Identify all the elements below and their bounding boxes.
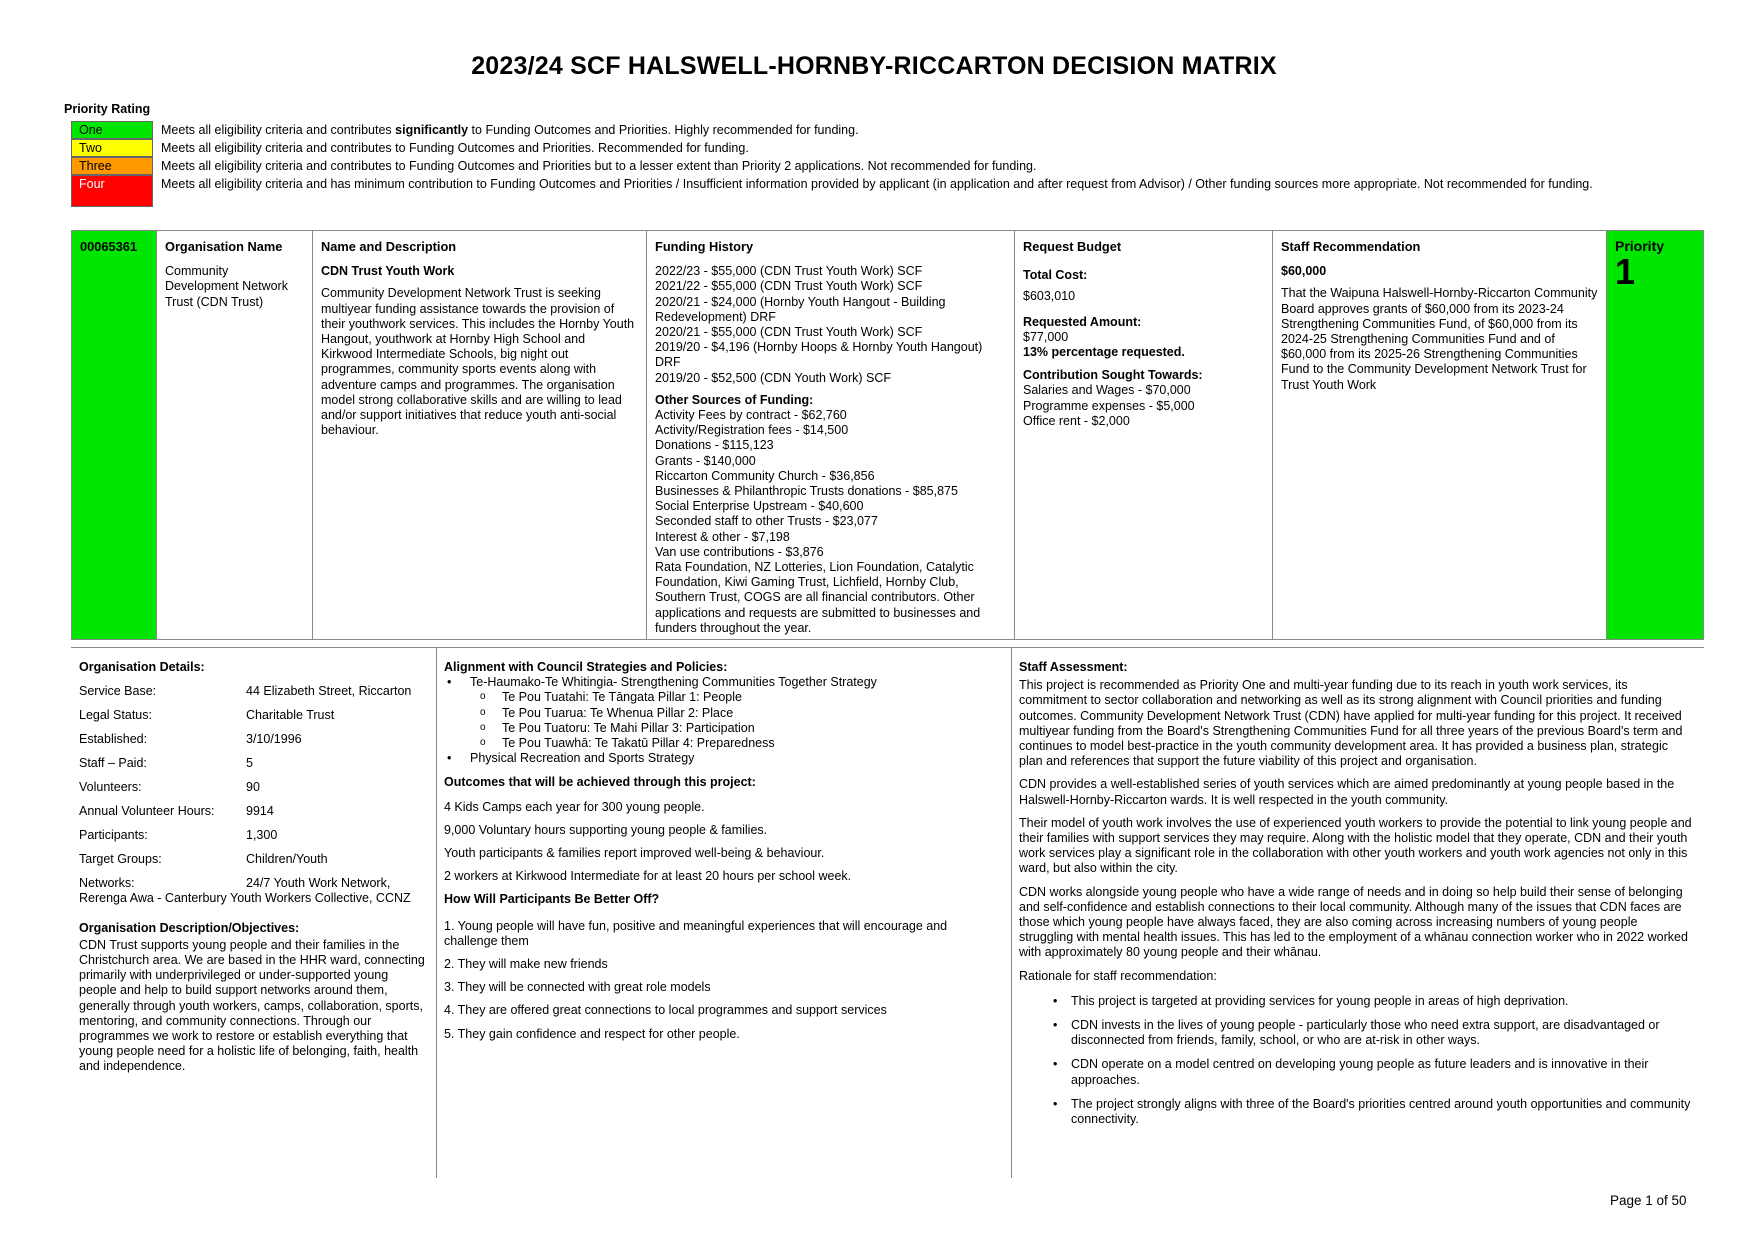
other-funding-item: Activity Fees by contract - $62,760 [655, 408, 847, 423]
organisation-description-heading: Organisation Description/Objectives: [79, 920, 300, 935]
funding-history-item: 2019/20 - $52,500 (CDN Youth Work) SCF [655, 370, 892, 385]
outcome-item: 2 workers at Kirkwood Intermediate for at least 20 hours per school week. [444, 869, 852, 884]
contribution-item: Office rent - $2,000 [1023, 413, 1130, 428]
better-off-item: 5. They gain confidence and respect for other people. [444, 1026, 740, 1041]
detail-row-legal-status: Legal Status: Charitable Trust [79, 708, 335, 723]
legend-row-two [71, 139, 1691, 157]
requested-amount-label: Requested Amount: [1023, 314, 1142, 329]
legend-text-three: Meets all eligibility criteria and contributes to Funding Outcomes and Priorities but to a lesser extent than Priority 2 applications. Not recommended for funding. [161, 159, 1037, 173]
better-off-item: 3. They will be connected with great role models [444, 980, 711, 995]
application-id: 00065361 [80, 239, 137, 254]
other-funding-item: Grants - $140,000 [655, 453, 756, 468]
funding-history-item: 2019/20 - $4,196 (Hornby Hoops & Hornby Youth Hangout) DRF [655, 340, 983, 370]
outcome-item: 9,000 Voluntary hours supporting young people & families. [444, 822, 768, 837]
assessment-paragraph: Their model of youth work involves the use of experienced youth workers to provide the potential to link young people and their families with support services they may require. Along with the holistic model that they operate, CDN and their youth work services play a significant role in the collaboration with other youth workers and youth work agencies not only in this ward, but also within the city. [1019, 815, 1692, 876]
strategy-item: • Physical Recreation and Sports Strategy [444, 751, 1004, 766]
legend-swatch-two: Two [71, 139, 153, 157]
contribution-label: Contribution Sought Towards: [1023, 368, 1203, 383]
funding-history-cell [647, 231, 1015, 639]
legend-text-one: Meets all eligibility criteria and contributes significantly to Funding Outcomes and Priorities. Highly recommended for funding. [161, 123, 859, 137]
decision-matrix-table [71, 230, 1704, 640]
other-funding-header: Other Sources of Funding: [655, 392, 814, 407]
detail-row-networks: Networks: 24/7 Youth Work Network, [79, 876, 391, 891]
legend-row-four [71, 175, 1691, 207]
page-title: 2023/24 SCF HALSWELL-HORNBY-RICCARTON DECISION MATRIX [471, 52, 1277, 80]
recommendation-text: That the Waipuna Halswell-Hornby-Riccarton Community Board approves grants of $60,000 from its 2023-24 Strengthening Communities Fund, of $60,000 from its 2024-25 Strengthening Communities Fund and of $60,000 from its 2025-26 Strengthening Communities Fund to the Community Development Network Trust for Trust Youth Work [1281, 286, 1598, 392]
strategy-list [444, 675, 1004, 766]
better-off-item: 4. They are offered great connections to local programmes and support services [444, 1003, 887, 1018]
priority-legend [71, 121, 1691, 207]
legend-text-two: Meets all eligibility criteria and contributes to Funding Outcomes and Priorities. Recommended for funding. [161, 141, 749, 155]
rationale-item: • This project is targeted at providing services for young people in areas of high deprivation. [1019, 994, 1694, 1009]
pillar-item: o Te Pou Tuarua: Te Whenua Pillar 2: Place [444, 706, 1004, 721]
legend-row-one [71, 121, 1691, 139]
assessment-paragraph: This project is recommended as Priority One and multi-year funding due to its reach in youth work services, its commitment to sector collaboration and networking as well as its strong alignment with Council priorities and funding outcomes. Community Development Network Trust (CDN) have applied for multi-year funding for this project. It received multiyear funding from the Board's Strengthening Communities Fund for all three years of the previous Board's term and continues to model best-practice in the youth community development area. It has provided a business plan, strategic plan and references that support the future viability of this project and organisation. [1019, 678, 1683, 769]
organisation-name: Community Development Network Trust (CDN Trust) [165, 264, 288, 309]
detail-row-volunteer-hours: Annual Volunteer Hours: 9914 [79, 804, 274, 819]
legend-text-four: Meets all eligibility criteria and has minimum contribution to Funding Outcomes and Priorities / Insufficient information provided by applicant (in application and after request from Advisor) / Other funding sources more appropriate. Not recommended for funding. [161, 177, 1593, 191]
rationale-heading: Rationale for staff recommendation: [1019, 968, 1217, 983]
priority-cell [1607, 231, 1703, 639]
staff-recommendation-header: Staff Recommendation [1281, 239, 1421, 254]
recommended-amount: $60,000 [1281, 264, 1327, 279]
project-header: Name and Description [321, 239, 457, 254]
request-budget-cell [1015, 231, 1273, 639]
contribution-item: Salaries and Wages - $70,000 [1023, 383, 1191, 398]
legend-swatch-four: Four [71, 175, 153, 207]
rationale-item: • The project strongly aligns with three of the Board's priorities centred around youth opportunities and community connectivity. [1019, 1097, 1694, 1127]
better-off-item: 2. They will make new friends [444, 957, 608, 972]
networks-continued: Rerenga Awa - Canterbury Youth Workers Collective, CCNZ [79, 891, 411, 906]
other-funding-item: Van use contributions - $3,876 [655, 544, 824, 559]
priority-value: 1 [1615, 251, 1636, 293]
page-number: Page 1 of 50 [1610, 1193, 1687, 1208]
contribution-item: Programme expenses - $5,000 [1023, 398, 1195, 413]
other-funding-item: Businesses & Philanthropic Trusts donations - $85,875 [655, 484, 958, 499]
strategy-item: • Te-Haumako-Te Whitingia- Strengthening Communities Together Strategy [444, 675, 1004, 690]
staff-assessment-section [1019, 660, 1694, 1136]
project-description: Community Development Network Trust is seeking multiyear funding assistance towards the provision of their youthwork services. This includes the Hornby Youth Hangout, youthwork at Hornby High School and Kirkwood Intermediate Schools, big night out programmes, community sports events along with adventure camps and programmes. The organisation model strong collaborative skills and are willing to lead and/or support initiatives that reduce youth anti-social behaviour. [321, 286, 635, 438]
legend-swatch-three: Three [71, 157, 153, 175]
other-funding-item: Donations - $115,123 [655, 438, 774, 453]
pillar-item: o Te Pou Tuatoru: Te Mahi Pillar 3: Participation [444, 721, 1004, 736]
detail-row-established: Established: 3/10/1996 [79, 732, 302, 747]
other-funding-item: Rata Foundation, NZ Lotteries, Lion Foundation, Catalytic Foundation, Kiwi Gaming Trust, Lichfield, Hornby Club, Southern Trust, COGS are all financial contributors. Other applications and requests are submitted to businesses and funders throughout the year. [655, 560, 981, 635]
pillar-item: o Te Pou Tuatahi: Te Tāngata Pillar 1: People [444, 690, 1004, 705]
application-id-cell [72, 231, 157, 639]
other-funding-item: Riccarton Community Church - $36,856 [655, 468, 875, 483]
legend-swatch-one: One [71, 121, 153, 139]
organisation-description: CDN Trust supports young people and their families in the Christchurch area. We are based in the HHR ward, connecting primarily with underprivileged or under-supported young people and help to build support networks around them, generally through youth workers, camps, collaboration, sports, mentoring, and community connections. Through our programmes we work to restore or establish everything that young people need for a holistic life of belonging, faith, health and independence. [79, 937, 425, 1074]
pillar-item: o Te Pou Tuawhā: Te Takatū Pillar 4: Preparedness [444, 736, 1004, 751]
funding-history-item: 2020/21 - $55,000 (CDN Trust Youth Work) SCF [655, 325, 923, 340]
funding-history-header: Funding History [655, 239, 754, 254]
funding-history-item: 2020/21 - $24,000 (Hornby Youth Hangout - Building Redevelopment) DRF [655, 294, 946, 324]
legend-row-three [71, 157, 1691, 175]
detail-row-participants: Participants: 1,300 [79, 828, 278, 843]
organisation-name-header: Organisation Name [165, 239, 283, 254]
assessment-paragraph: CDN works alongside young people who have a wide range of needs and in doing so help build their sense of belonging and self-confidence and establish connections to their local community. Although many of the issues that CDN faces are those which young people have always faced, they are also coming across increasing numbers of young people struggling with mental health issues. This has led to the employment of a whānau connection worker who in 2022 worked with approximately 80 young people and their whānau. [1019, 884, 1688, 960]
staff-assessment-heading: Staff Assessment: [1019, 660, 1128, 674]
alignment-section [444, 660, 1004, 1050]
total-cost-value: $603,010 [1023, 289, 1076, 304]
outcomes-heading: Outcomes that will be achieved through this project: [444, 775, 756, 790]
requested-amount-value: $77,000 [1023, 329, 1069, 344]
organisation-details-heading: Organisation Details: [79, 660, 205, 674]
other-funding-item: Social Enterprise Upstream - $40,600 [655, 499, 864, 514]
alignment-heading: Alignment with Council Strategies and Policies: [444, 660, 728, 674]
rationale-item: • CDN invests in the lives of young people - particularly those who need extra support, are disadvantaged or disconnected from friends, family, school, or who are at-risk in other ways. [1019, 1018, 1694, 1048]
better-off-item: 1. Young people will have fun, positive and meaningful experiences that will encourage and challenge them [444, 918, 948, 948]
column-divider [436, 648, 437, 1178]
section-divider [71, 647, 1704, 648]
rationale-item: • CDN operate on a model centred on developing young people as future leaders and is innovative in their approaches. [1019, 1057, 1694, 1087]
request-budget-header: Request Budget [1023, 239, 1122, 254]
funding-history-item: 2022/23 - $55,000 (CDN Trust Youth Work) SCF [655, 264, 923, 279]
detail-row-target-groups: Target Groups: Children/Youth [79, 852, 328, 867]
column-divider [1011, 648, 1012, 1178]
detail-row-staff-paid: Staff – Paid: 5 [79, 756, 253, 771]
other-funding-item: Interest & other - $7,198 [655, 529, 790, 544]
staff-recommendation-cell [1273, 231, 1607, 639]
detail-row-service-base: Service Base: 44 Elizabeth Street, Riccarton [79, 684, 412, 699]
funding-history-item: 2021/22 - $55,000 (CDN Trust Youth Work) SCF [655, 279, 923, 294]
project-cell [313, 231, 647, 639]
priority-rating-heading: Priority Rating [64, 102, 151, 116]
project-name: CDN Trust Youth Work [321, 264, 455, 279]
assessment-paragraph: CDN provides a well-established series of youth services which are aimed predominantly at young people based in the Halswell-Hornby-Riccarton wards. It is well respected in the youth community. [1019, 777, 1675, 807]
organisation-name-cell [157, 231, 313, 639]
outcome-item: 4 Kids Camps each year for 300 young people. [444, 799, 705, 814]
percentage-requested: 13% percentage requested. [1023, 345, 1185, 360]
organisation-details-section [79, 660, 429, 1075]
other-funding-item: Seconded staff to other Trusts - $23,077 [655, 514, 878, 529]
priority-header: Priority [1615, 238, 1665, 254]
outcome-item: Youth participants & families report improved well-being & behaviour. [444, 846, 825, 861]
detail-row-volunteers: Volunteers: 90 [79, 780, 260, 795]
total-cost-label: Total Cost: [1023, 268, 1088, 283]
other-funding-item: Activity/Registration fees - $14,500 [655, 423, 849, 438]
better-off-heading: How Will Participants Be Better Off? [444, 892, 660, 907]
